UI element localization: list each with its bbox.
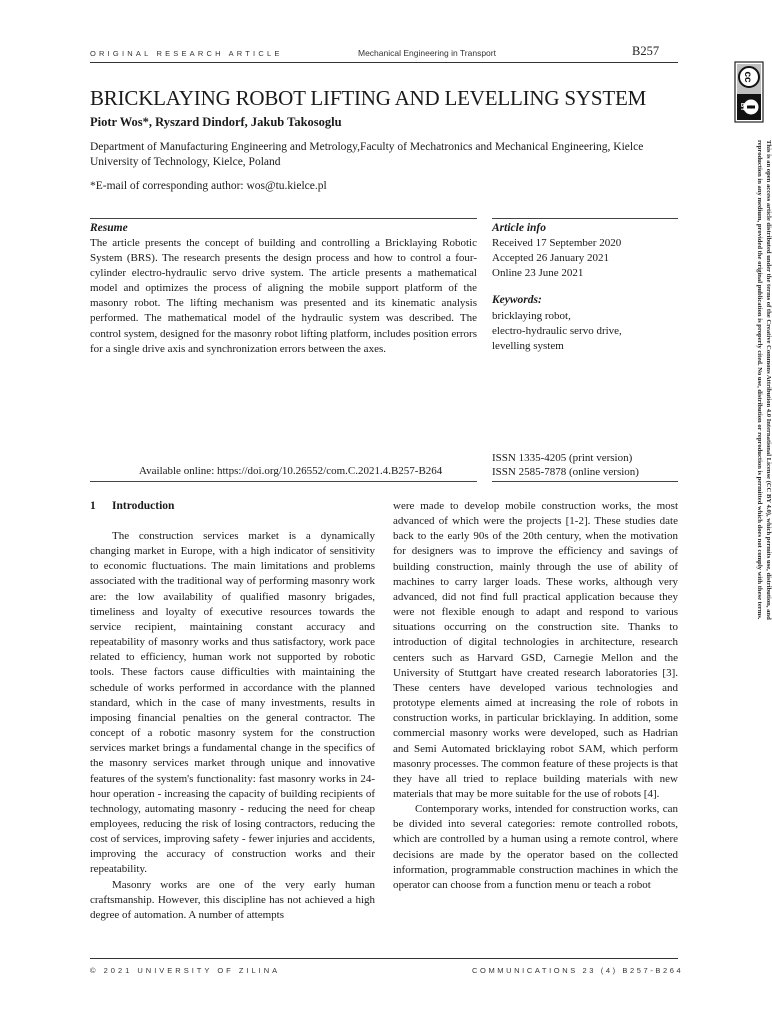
- cc-by-badge: [735, 62, 763, 122]
- svg-text:BY: BY: [739, 102, 745, 112]
- article-info-heading: Article info: [492, 222, 546, 234]
- header-rule: [90, 62, 678, 63]
- doi-link[interactable]: Available online: https://doi.org/10.26552/com.C.2021.4.B257-B264: [139, 465, 443, 477]
- corresponding-email: *E-mail of corresponding author: wos@tu.kielce.pl: [90, 180, 327, 192]
- page-number: B257: [632, 44, 660, 58]
- running-header-left: ORIGINAL RESEARCH ARTICLE: [90, 49, 283, 58]
- accepted-date: Accepted 26 January 2021: [492, 252, 609, 264]
- intro-paragraph: were made to develop mobile construction works, the most advanced of which were the projects [1-2]. These studies date back to the early 90s of the 20th century, when the motivation for designers was to improve the efficiency and savings of building construction, mainly through the use of ability of machines to carry larger loads. These works, although very advanced, did not find full practical application because they were not flexible enough to adapt and respond to various situations occurring on the construction site. Thanks to introduction of digital technologies in architecture, research centers such as Harvard GSD, Carnegie Mellon and the University of Stuttgart have created research laboratories [3]. These centers have developed various technologies and prototype elements aimed at increasing the role of robots in construction works, in particular bricklaying. In addition, some commercial masonry works were developed, such as Hadrian and Semi Automated bricklaying robot SAM, which perform masonry processes. The common feature of these projects is that they have all tried to replace building materials with new materials that may be more suitable for the use of robots [4].: [393, 500, 678, 800]
- intro-paragraph: The construction services market is a dynamically changing market in Europe, with a high indicator of sensitivity to economic fluctuations. The main limitations and problems associated with the traditional way of performing masonry work are: the low availability of qualified masonry brigades, timeliness and loyalty of executive resources towards the service recipient, maintaining constant accuracy and repeatability of masonry works and thus satisfactory, work pace related to efficiency, human work not supported by robotic tools. These factors cause difficulties with maintaining the schedule of works performed in accordance with the planned standard, which in the case of many investments, results in imposing financial penalties on the general contractor. The concept of a robotic masonry system for the construction services market brings a fundamental change in the specifics of the masonry services market through unique and innovative features of the system's functionality: fast masonry works in 24-hour operation - increasing the capacity of building recipients of technology, automating masonry - reducing the need for cheap employees, reducing the risk of losing contractors, reducing the cost of services, improving safety - fewer injuries and accidents, improving the accuracy of construction works and their repeatability.: [90, 530, 375, 876]
- section-number: 1: [90, 500, 96, 512]
- footer-citation: COMMUNICATIONS 23 (4) B257-B264: [472, 966, 684, 975]
- issn-online: ISSN 2585-7878 (online version): [492, 466, 639, 478]
- affiliation: Department of Manufacturing Engineering and Metrology,Faculty of Mechatronics and Mechanical Engineering, Kielce University of Technology, Kielce, Poland: [90, 141, 644, 168]
- keyword-item: levelling system: [492, 340, 564, 352]
- resume-heading: Resume: [90, 222, 128, 234]
- received-date: Received 17 September 2020: [492, 237, 622, 249]
- keywords-heading: Keywords:: [492, 294, 542, 306]
- intro-paragraph: Contemporary works, intended for construction works, can be divided into several categories: remote controlled robots, which are controlled by a human using a remote control, where decisions are made by the operator based on the collected information, programmable construction machines in which the operator can choose from a function menu or teach a robot: [393, 803, 678, 891]
- intro-right-column: [393, 499, 678, 893]
- online-date: Online 23 June 2021: [492, 267, 584, 279]
- keyword-item: bricklaying robot,: [492, 310, 571, 322]
- keyword-item: electro-hydraulic servo drive,: [492, 325, 622, 337]
- license-statement: This is an open access article distributed under the terms of the Creative Commons Attribution 4.0 International License (CC BY 4.0), which permits use, distribution, and reproduction in any medium, provided the original publication is properly cited. No use, distribution or reproduction is permitted which does not comply with these terms.: [756, 140, 772, 620]
- svg-text:cc: cc: [742, 71, 753, 83]
- section-title: Introduction: [112, 500, 175, 512]
- info-top-rule: [492, 218, 678, 219]
- intro-left-column: [90, 529, 375, 923]
- info-bottom-rule: [492, 481, 678, 482]
- footer-rule: [90, 958, 678, 959]
- authors: Piotr Wos*, Ryszard Dindorf, Jakub Takosoglu: [90, 115, 342, 129]
- resume-text: The article presents the concept of building and controlling a Bricklaying Robotic System (BRS). The research presents the design process and how to control a four-cylinder electro-hydraulic servo drive system. The article presents a mathematical model and optimizes the process of aligning the mobile support platform of the masonry robot. The lifting mechanism was presented and its kinematic analysis performed. The mathematical model of the hydraulic system was described. The control system, designed for the masonry robot lifting platform, includes position errors for a single drive axis and synchronization errors between the axes.: [90, 237, 477, 355]
- section-heading-introduction: [90, 500, 174, 512]
- cc-license-icon: [735, 62, 763, 122]
- resume-bottom-rule: [90, 481, 477, 482]
- footer-copyright: © 2021 UNIVERSITY OF ZILINA: [90, 966, 281, 975]
- resume-top-rule: [90, 218, 477, 219]
- paper-title: BRICKLAYING ROBOT LIFTING AND LEVELLING SYSTEM: [90, 86, 647, 110]
- intro-paragraph: Masonry works are one of the very early human craftsmanship. However, this discipline has not achieved a high degree of automation. A number of attempts: [90, 878, 375, 921]
- issn-print: ISSN 1335-4205 (print version): [492, 452, 633, 464]
- running-header-journal: Mechanical Engineering in Transport: [358, 48, 496, 58]
